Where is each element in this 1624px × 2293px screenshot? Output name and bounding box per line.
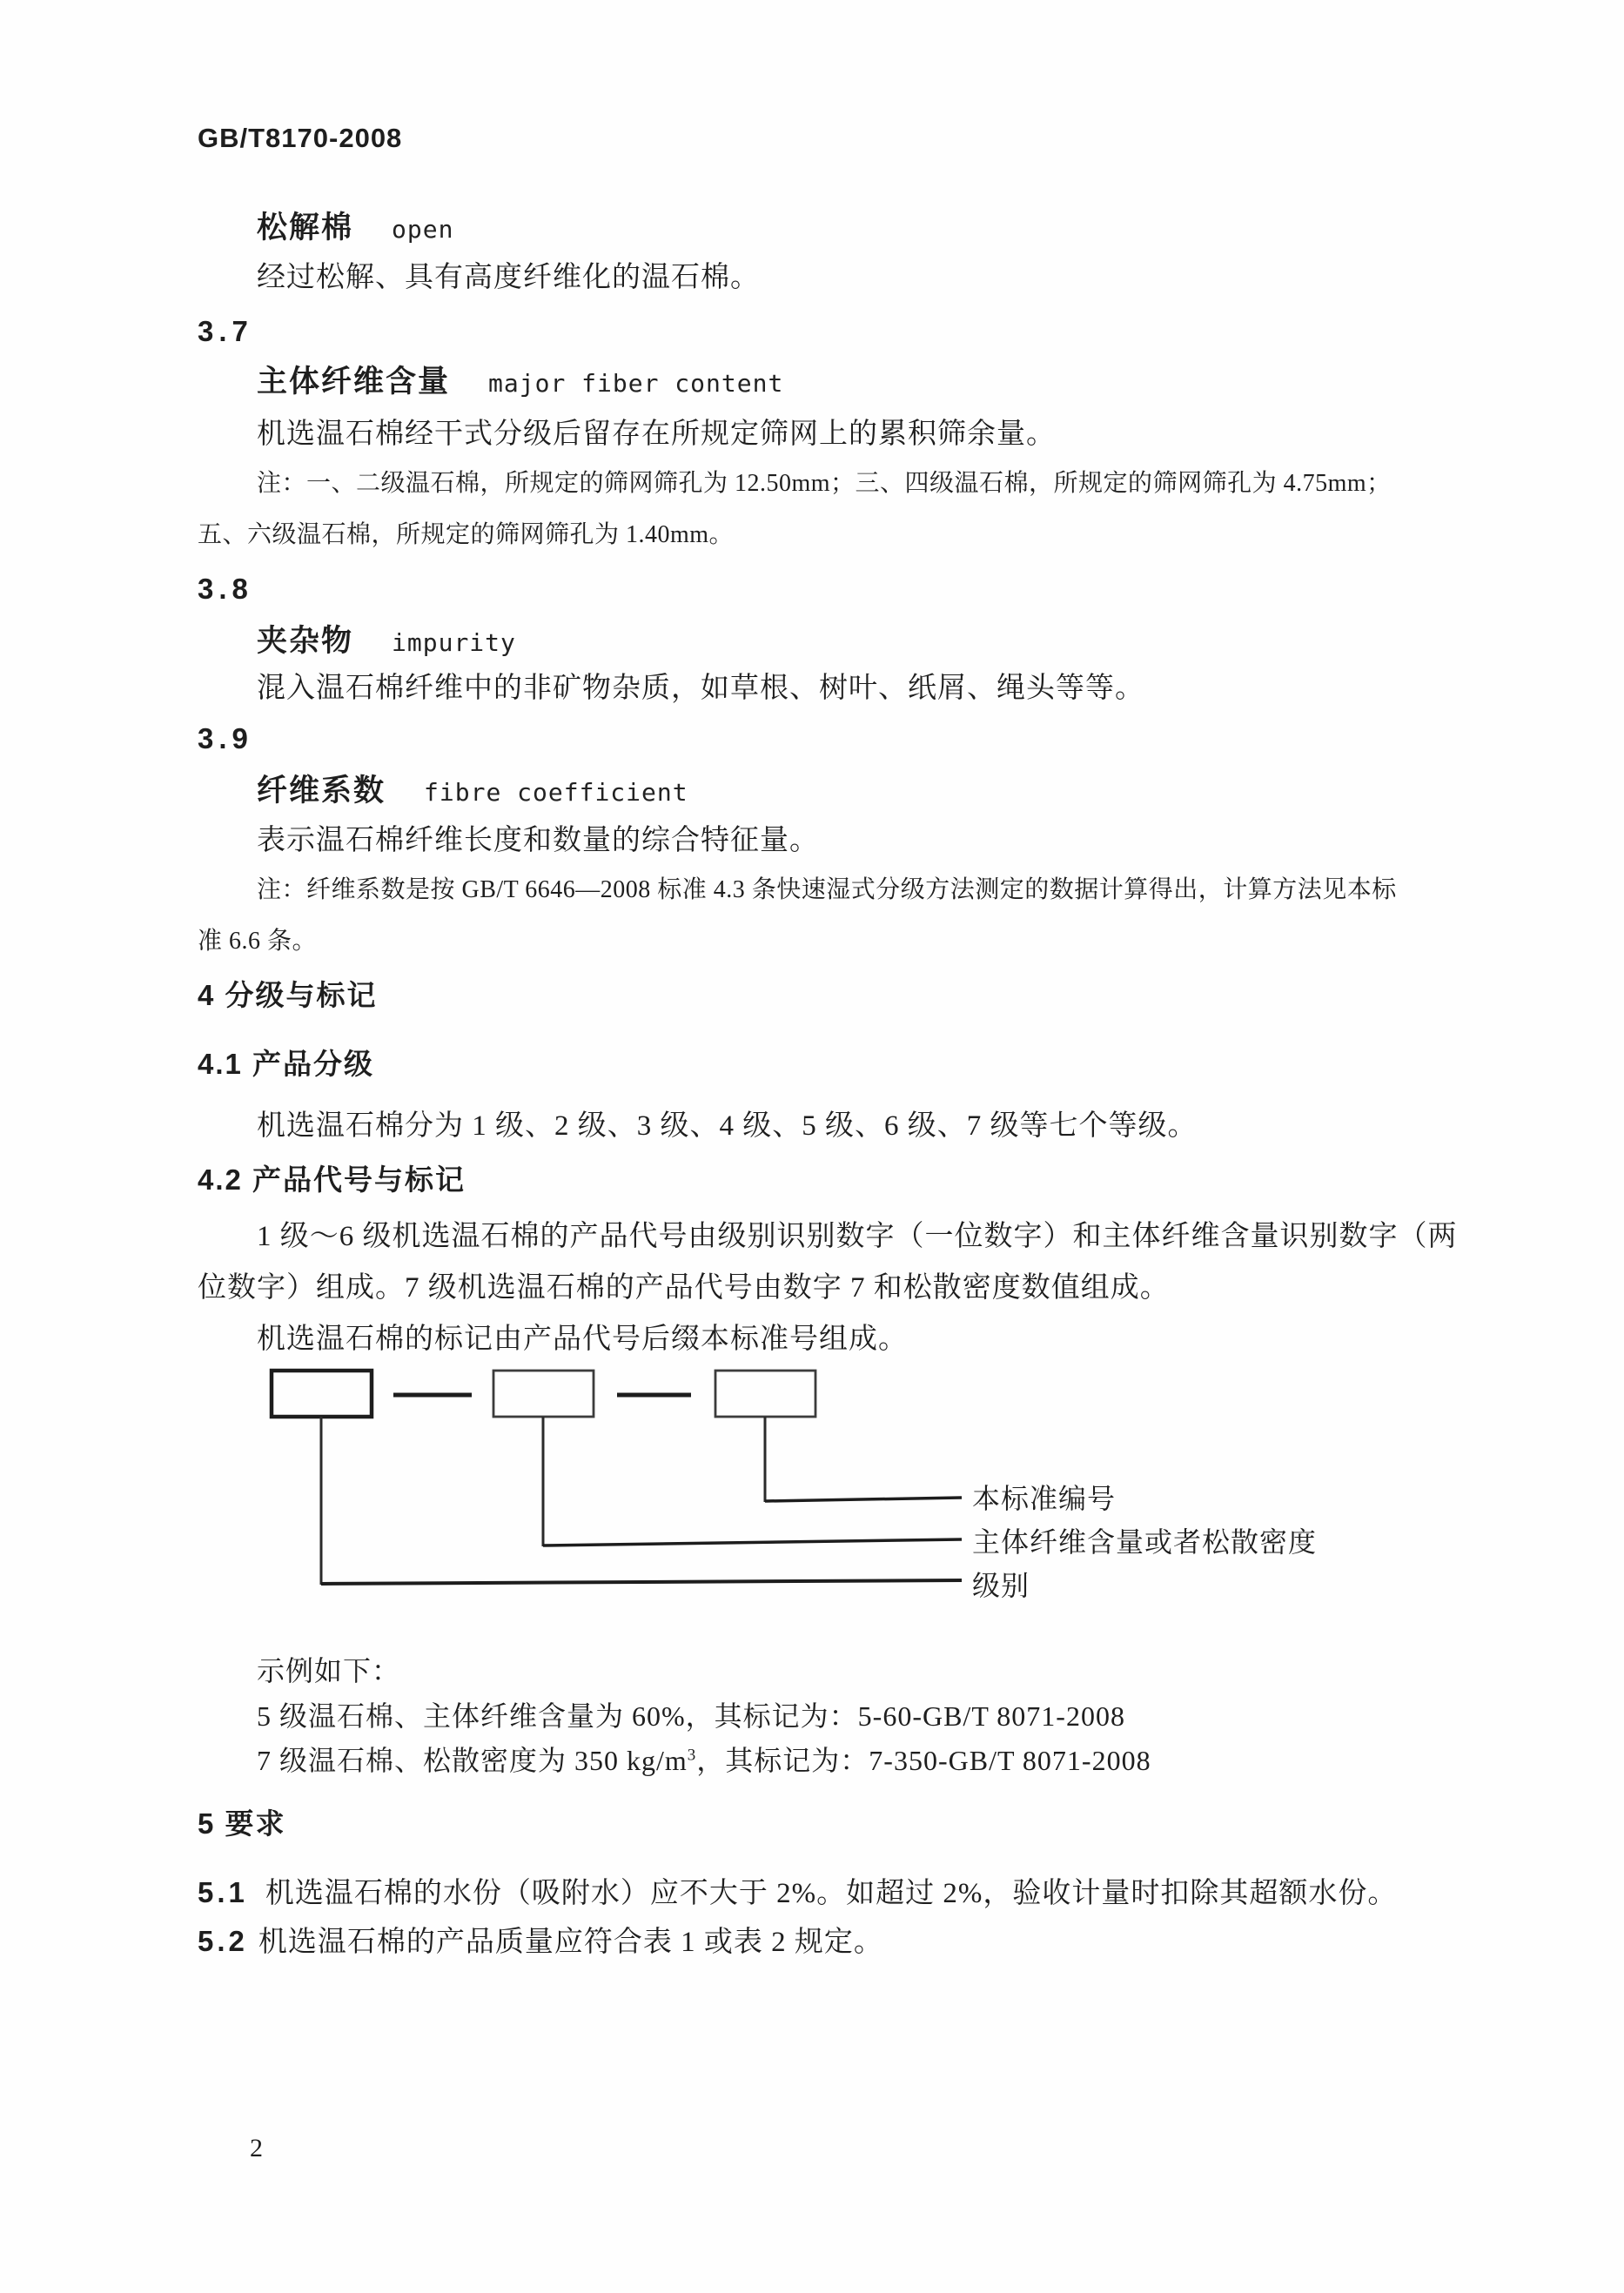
product-code-diagram [0,1340,1624,1627]
section-4-2-heading: 4.2 产品代号与标记 [198,1163,466,1196]
item-5-2-text: 机选温石棉的产品质量应符合表 1 或表 2 规定。 [258,1927,883,1958]
section-5-heading: 5 要求 [198,1807,286,1840]
section-4-2-body-line2: 位数字）组成。7 级机选温石棉的产品代号由数字 7 和松散密度数值组成。 [198,1272,1170,1304]
note-sieve-line2: 五、六级温石棉，所规定的筛网筛孔为 1.40mm。 [198,521,735,548]
item-5-2 [198,1926,883,1959]
diagram-label-standard-number: 本标准编号 [972,1483,1117,1514]
term-open-en: open [392,215,454,244]
term-fibre-coefficient-definition: 表示温石棉纤维长度和数量的综合特征量。 [257,825,819,856]
code-box-grade [272,1371,372,1417]
section-4-heading: 4 分级与标记 [198,979,378,1011]
term-fibre-coefficient-en: fibre coefficient [424,778,688,807]
examples-intro: 示例如下： [257,1655,401,1686]
section-4-2-body-line1: 1 级～6 级机选温石棉的产品代号由级别识别数字（一位数字）和主体纤维含量识别数字（两 [257,1221,1458,1252]
diagram-label-fiber-or-density: 主体纤维含量或者松散密度 [972,1526,1318,1558]
term-major-fiber-zh: 主体纤维含量 [257,365,451,399]
section-4-1-heading: 4.1 产品分级 [198,1048,375,1080]
item-5-1-number: 5.1 [198,1876,248,1908]
item-5-1 [198,1877,1397,1910]
term-impurity-zh: 夹杂物 [257,624,354,658]
term-open-definition: 经过松解、具有高度纤维化的温石棉。 [257,262,760,293]
term-impurity-definition: 混入温石棉纤维中的非矿物杂质，如草根、树叶、纸屑、绳头等等。 [257,673,1144,704]
page-number: 2 [250,2134,263,2162]
item-5-1-text: 机选温石棉的水份（吸附水）应不大于 2%。如超过 2%，验收计量时扣除其超额水份。 [265,1878,1398,1909]
note-fibre-line2: 准 6.6 条。 [198,928,318,955]
example-grade5: 5 级温石棉、主体纤维含量为 60%，其标记为：5-60-GB/T 8071-2008 [257,1700,1125,1732]
term-impurity-heading [257,625,516,658]
term-open-zh: 松解棉 [257,211,354,245]
section-3-8-number: 3.8 [198,573,253,605]
note-sieve-line1: 注：一、二级温石棉，所规定的筛网筛孔为 12.50mm；三、四级温石棉，所规定的筛网筛孔为 4.75mm； [257,470,1392,497]
term-fibre-coefficient-heading [257,774,688,808]
section-4-1-body: 机选温石棉分为 1 级、2 级、3 级、4 级、5 级、6 级、7 级等七个等级。 [257,1110,1198,1142]
code-box-standard [715,1371,815,1417]
leader-line-standard [765,1498,962,1501]
section-3-7-number: 3.7 [198,315,253,347]
term-impurity-en: impurity [392,628,516,657]
example-grade7-post: ，其标记为：7-350-GB/T 8071-2008 [696,1745,1151,1776]
leader-line-grade [321,1580,962,1584]
section-4-2-body-line3: 机选温石棉的标记由产品代号后缀本标准号组成。 [257,1324,908,1355]
diagram-label-grade: 级别 [972,1570,1030,1601]
note-fibre-line1: 注：纤维系数是按 GB/T 6646—2008 标准 4.3 条快速湿式分级方法测定的数据计算得出，计算方法见本标 [257,876,1397,903]
code-box-content [493,1371,594,1417]
term-major-fiber-en: major fiber content [488,369,784,398]
term-fibre-coefficient-zh: 纤维系数 [257,774,386,808]
term-major-fiber-definition: 机选温石棉经干式分级后留存在所规定筛网上的累积筛余量。 [257,419,1056,450]
example-grade7-superscript: 3 [687,1746,697,1765]
item-5-2-number: 5.2 [198,1925,248,1957]
term-open-heading [257,211,453,245]
term-major-fiber-heading [257,365,783,399]
example-grade7-pre: 7 级温石棉、松散密度为 350 kg/m [257,1745,688,1776]
leader-line-content [543,1539,962,1545]
example-grade7 [257,1746,1151,1776]
section-3-9-number: 3.9 [198,722,253,754]
doc-code-header: GB/T8170-2008 [198,123,403,153]
